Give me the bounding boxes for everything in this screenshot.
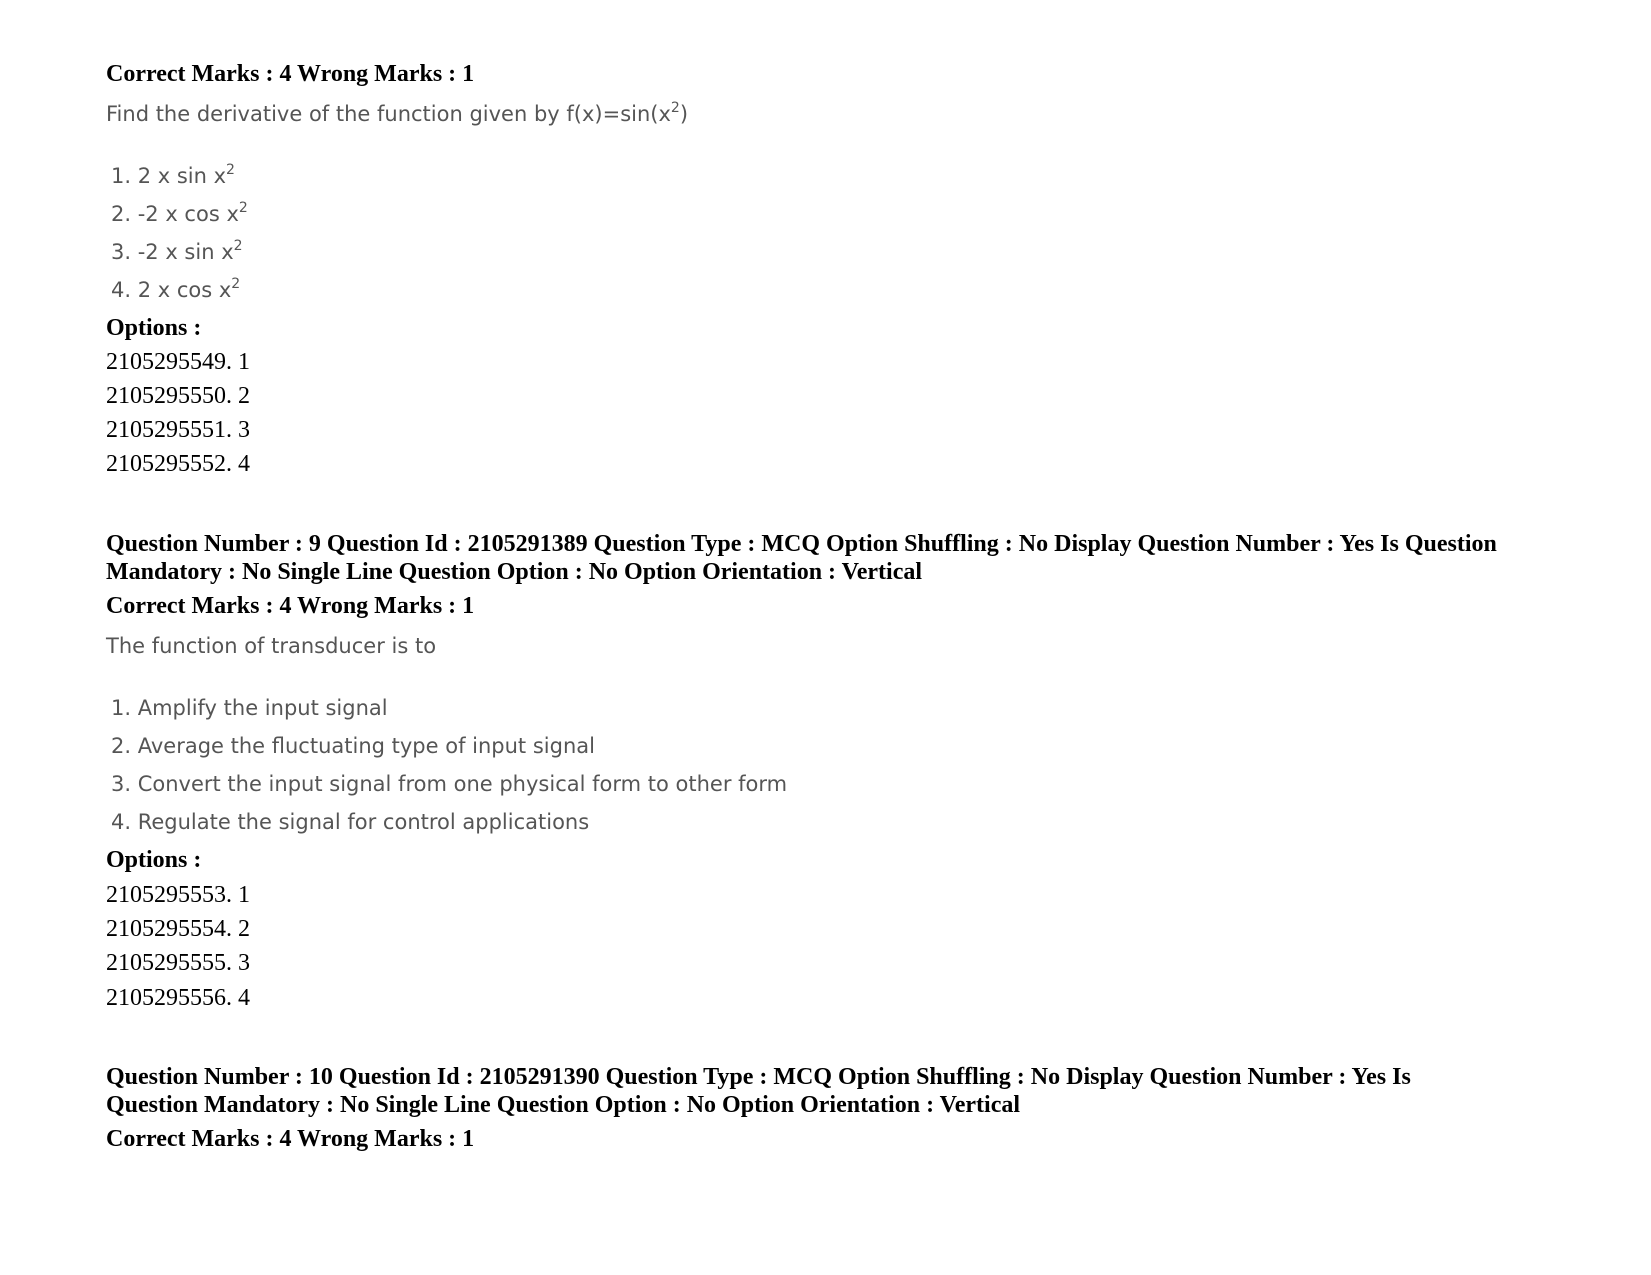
choice-item: 1. 2 x $\sin x^2$	[111, 162, 235, 188]
question-text: Find the derivative of the function given by $f(x)=\sin(x^2)$	[106, 100, 689, 126]
option-id: 2105295549. 1	[106, 349, 250, 375]
option-id: 2105295553. 1	[106, 882, 250, 908]
options-label: Options :	[106, 847, 202, 873]
options-label: Options :	[106, 315, 202, 341]
marks-line: Correct Marks : 4 Wrong Marks : 1	[106, 61, 475, 87]
marks-line: Correct Marks : 4 Wrong Marks : 1	[106, 593, 475, 619]
option-id: 2105295555. 3	[106, 950, 250, 976]
question-text: The function of transducer is to	[106, 634, 437, 658]
choice-item: 4. 2 x $\cos x^2$	[111, 276, 241, 302]
option-id: 2105295550. 2	[106, 383, 250, 409]
choice-item: 2. Average the fluctuating type of input signal	[111, 734, 595, 758]
choice-item: 3. -2 x $\sin x^2$	[111, 238, 243, 264]
marks-line: Correct Marks : 4 Wrong Marks : 1	[106, 1126, 475, 1152]
choice-item: 2. -2 x $\cos x^2$	[111, 200, 248, 226]
choice-item: 3. Convert the input signal from one physical form to other form	[111, 772, 788, 796]
option-id: 2105295551. 3	[106, 417, 250, 443]
question-header: Question Number : 9 Question Id : 2105291389 Question Type : MCQ Option Shuffling : No Display Question Number : Yes Is Question Mandatory : No Single Line Question Option : No Option Orientation : Vertical	[106, 531, 1497, 585]
option-id: 2105295552. 4	[106, 451, 250, 477]
option-id: 2105295554. 2	[106, 916, 250, 942]
choice-item: 1. Amplify the input signal	[111, 696, 388, 720]
option-id: 2105295556. 4	[106, 985, 250, 1011]
choice-item: 4. Regulate the signal for control applications	[111, 810, 590, 834]
question-header: Question Number : 10 Question Id : 2105291390 Question Type : MCQ Option Shuffling : No Display Question Number : Yes Is Question Mandatory : No Single Line Question Option : No Option Orientation : Vertical	[106, 1064, 1411, 1118]
